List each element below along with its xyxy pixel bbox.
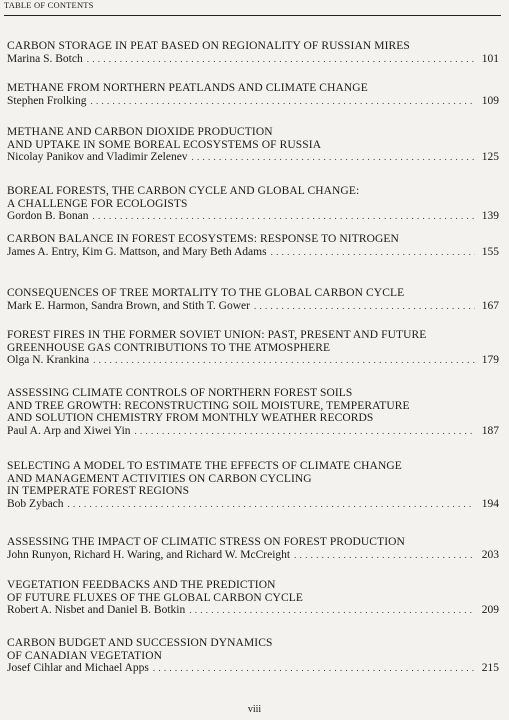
dot-leader <box>271 246 475 259</box>
toc-entry[interactable] <box>7 329 499 367</box>
entry-page-number: 155 <box>481 245 499 258</box>
entry-author-line <box>7 53 499 66</box>
dot-leader <box>91 95 475 108</box>
entry-page-number: 209 <box>481 604 499 616</box>
entry-authors: Josef Cihlar and Michael Apps <box>7 662 149 674</box>
entry-title-line: VEGETATION FEEDBACKS AND THE PREDICTION <box>7 579 276 591</box>
entry-authors: Bob Zybach <box>7 497 64 510</box>
entry-title-line: GREENHOUSE GAS CONTRIBUTIONS TO THE ATMOSPHERE <box>7 341 331 354</box>
toc-entry[interactable] <box>7 82 499 108</box>
entry-title-line: IN TEMPERATE FOREST REGIONS <box>7 485 190 497</box>
header-rule <box>4 15 501 16</box>
entry-title-line: CARBON BUDGET AND SUCCESSION DYNAMICS <box>7 637 273 649</box>
entry-page-number: 203 <box>481 548 499 561</box>
entry-title-line: AND UPTAKE IN SOME BOREAL ECOSYSTEMS OF RUSSIA <box>7 138 322 151</box>
entry-title-line: AND MANAGEMENT ACTIVITIES ON CARBON CYCLING <box>7 472 312 485</box>
entry-title-line: ASSESSING THE IMPACT OF CLIMATIC STRESS ON FOREST PRODUCTION <box>7 536 405 548</box>
entry-title-line: CARBON BALANCE IN FOREST ECOSYSTEMS: RESPONSE TO NITROGEN <box>7 233 399 245</box>
dot-leader <box>153 662 475 675</box>
toc-entry[interactable] <box>7 40 499 66</box>
dot-leader <box>189 604 475 617</box>
entry-title-line: SELECTING A MODEL TO ESTIMATE THE EFFECTS OF CLIMATE CHANGE <box>7 460 402 472</box>
dot-leader <box>135 425 475 438</box>
entry-title-line: FOREST FIRES IN THE FORMER SOVIET UNION: PAST, PRESENT AND FUTURE <box>7 329 427 341</box>
dot-leader <box>254 300 475 313</box>
dot-leader <box>68 498 475 511</box>
entry-page-number: 194 <box>481 497 499 510</box>
entry-author-line <box>7 95 499 108</box>
entry-authors: Olga N. Krankina <box>7 354 90 366</box>
entry-authors: Robert A. Nisbet and Daniel B. Botkin <box>7 604 186 616</box>
entry-author-line <box>7 549 499 562</box>
entry-authors: Gordon B. Bonan <box>7 210 89 222</box>
entry-authors: Paul A. Arp and Xiwei Yin <box>7 424 131 437</box>
entry-page-number: 167 <box>481 299 499 312</box>
entry-title-line: CONSEQUENCES OF TREE MORTALITY TO THE GLOBAL CARBON CYCLE <box>7 287 405 299</box>
toc-entry[interactable] <box>7 460 499 511</box>
entry-title-line: OF CANADIAN VEGETATION <box>7 649 163 662</box>
entry-title-line: AND TREE GROWTH: RECONSTRUCTING SOIL MOISTURE, TEMPERATURE <box>7 399 410 412</box>
entry-author-line <box>7 498 499 511</box>
toc-entry[interactable] <box>7 387 499 438</box>
page-header: TABLE OF CONTENTS <box>4 0 94 10</box>
entry-author-line <box>7 151 499 164</box>
entry-authors: Stephen Frolking <box>7 94 87 107</box>
entry-authors: Nicolay Panikov and Vladimir Zelenev <box>7 151 188 163</box>
dot-leader <box>87 53 475 66</box>
toc-entry[interactable] <box>7 126 499 164</box>
entry-page-number: 215 <box>481 662 499 674</box>
entry-page-number: 101 <box>481 52 499 65</box>
entry-authors: Marina S. Botch <box>7 52 83 65</box>
entry-title-line: A CHALLENGE FOR ECOLOGISTS <box>7 197 188 210</box>
page-number: viii <box>247 704 262 715</box>
entry-page-number: 139 <box>481 210 499 222</box>
entry-author-line <box>7 210 499 223</box>
entry-page-number: 187 <box>481 424 499 437</box>
dot-leader <box>294 549 475 562</box>
toc-entry[interactable] <box>7 233 499 259</box>
entry-title-line: OF FUTURE FLUXES OF THE GLOBAL CARBON CYCLE <box>7 591 303 604</box>
entry-title-line: METHANE AND CARBON DIOXIDE PRODUCTION <box>7 126 273 138</box>
dot-leader <box>192 151 475 164</box>
entry-title-line: BOREAL FORESTS, THE CARBON CYCLE AND GLOBAL CHANGE: <box>7 185 360 197</box>
toc-entry[interactable] <box>7 287 499 313</box>
entry-author-line <box>7 246 499 259</box>
toc-entry[interactable] <box>7 536 499 562</box>
toc-entry[interactable] <box>7 637 499 675</box>
dot-leader <box>92 210 475 223</box>
entry-page-number: 125 <box>481 151 499 163</box>
entry-title-line: CARBON STORAGE IN PEAT BASED ON REGIONALITY OF RUSSIAN MIRES <box>7 40 410 52</box>
entry-title-line: AND SOLUTION CHEMISTRY FROM MONTHLY WEATHER RECORDS <box>7 412 374 424</box>
entry-page-number: 179 <box>481 354 499 366</box>
entry-page-number: 109 <box>481 94 499 107</box>
toc-entry[interactable] <box>7 579 499 617</box>
entry-authors: James A. Entry, Kim G. Mattson, and Mary Beth Adams <box>7 245 267 258</box>
entry-author-line <box>7 300 499 313</box>
entry-author-line <box>7 604 499 617</box>
entry-title-line: ASSESSING CLIMATE CONTROLS OF NORTHERN FOREST SOILS <box>7 387 353 399</box>
dot-leader <box>93 354 475 367</box>
entry-author-line <box>7 354 499 367</box>
entry-author-line <box>7 425 499 438</box>
entry-authors: John Runyon, Richard H. Waring, and Richard W. McCreight <box>7 548 291 561</box>
entry-title-line: METHANE FROM NORTHERN PEATLANDS AND CLIMATE CHANGE <box>7 82 368 94</box>
toc-entry[interactable] <box>7 185 499 223</box>
entry-authors: Mark E. Harmon, Sandra Brown, and Stith T. Gower <box>7 299 250 312</box>
entry-author-line <box>7 662 499 675</box>
